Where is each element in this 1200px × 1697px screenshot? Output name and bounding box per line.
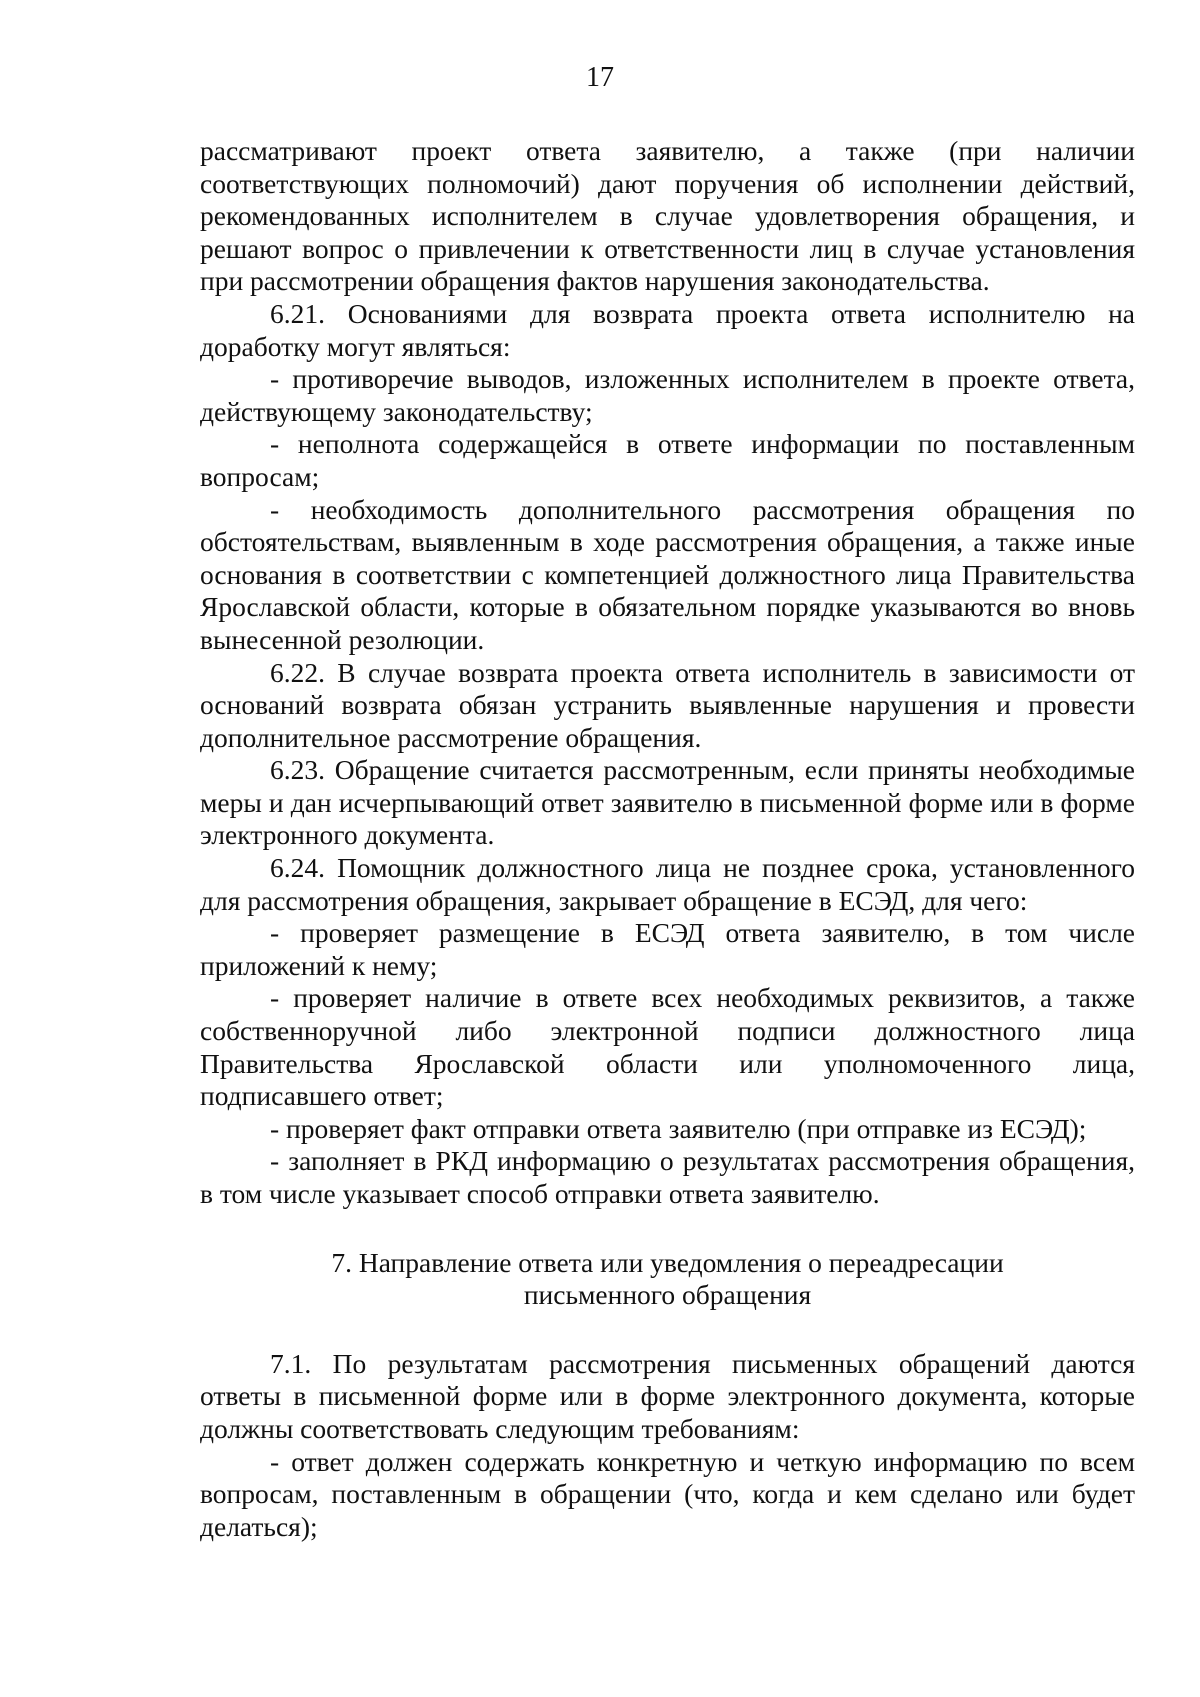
list-item-incompleteness: - неполнота содержащейся в ответе информации по поставленным вопросам; xyxy=(200,428,1135,492)
list-item-additional-review: - необходимость дополнительного рассмотрения обращения по обстоятельствам, выявленным в ходе рассмотрения обращения, а также иные основания в соответствии с компетенцией должностного лица Правительства Ярославской области, которые в обязательном порядке указываются во вновь вынесенной резолюции. xyxy=(200,493,1135,655)
paragraph-6-23: 6.23. Обращение считается рассмотренным, если приняты необходимые меры и дан исчерпывающий ответ заявителю в письменной форме или в форме электронного документа. xyxy=(200,754,1135,851)
paragraph-6-21: 6.21. Основаниями для возврата проекта ответа исполнителю на доработку могут являться: xyxy=(200,297,1135,362)
paragraph-7-1: 7.1. По результатам рассмотрения письменных обращений даются ответы в письменной форме или в форме электронного документа, которые должны соответствовать следующим требованиям: xyxy=(200,1347,1135,1444)
list-item-answer-content: - ответ должен содержать конкретную и четкую информацию по всем вопросам, поставленным в обращении (что, когда и кем сделано или будет делаться); xyxy=(200,1445,1135,1542)
section-heading-line-2: письменного обращения xyxy=(523,1279,812,1311)
page-number: 17 xyxy=(586,62,614,93)
section-heading-7 xyxy=(200,1247,1135,1312)
list-item-contradiction: - противоречие выводов, изложенных исполнителем в проекте ответа, действующему законодательству; xyxy=(200,363,1135,427)
document-body xyxy=(200,135,1135,1543)
list-item-check-placement: - проверяет размещение в ЕСЭД ответа заявителю, в том числе приложений к нему; xyxy=(200,917,1135,981)
paragraph-continuation: рассматривают проект ответа заявителю, а также (при наличии соответствующих полномочий) дают поручения об исполнении действий, рекомендованных исполнителем в случае удовлетворения обращения, и решают вопрос о привлечении к ответственности лиц в случае установления при рассмотрении обращения фактов нарушения законодательства. xyxy=(200,135,1135,297)
list-item-check-sending: - проверяет факт отправки ответа заявителю (при отправке из ЕСЭД); xyxy=(270,1112,1087,1144)
list-item-fill-rkd: - заполняет в РКД информацию о результатах рассмотрения обращения, в том числе указывает способ отправки ответа заявителю. xyxy=(200,1145,1135,1209)
list-item-check-requisites: - проверяет наличие в ответе всех необходимых реквизитов, а также собственноручной либо электронной подписи должностного лица Правительства Ярославской области или уполномоченного лица, подписавшего ответ; xyxy=(200,982,1135,1112)
section-heading-line-1: 7. Направление ответа или уведомления о переадресации xyxy=(331,1246,1004,1278)
paragraph-6-24: 6.24. Помощник должностного лица не позднее срока, установленного для рассмотрения обращения, закрывает обращение в ЕСЭД, для чего: xyxy=(200,852,1135,916)
paragraph-6-22: 6.22. В случае возврата проекта ответа исполнитель в зависимости от оснований возврата обязан устранить выявленные нарушения и провести дополнительное рассмотрение обращения. xyxy=(200,656,1135,753)
